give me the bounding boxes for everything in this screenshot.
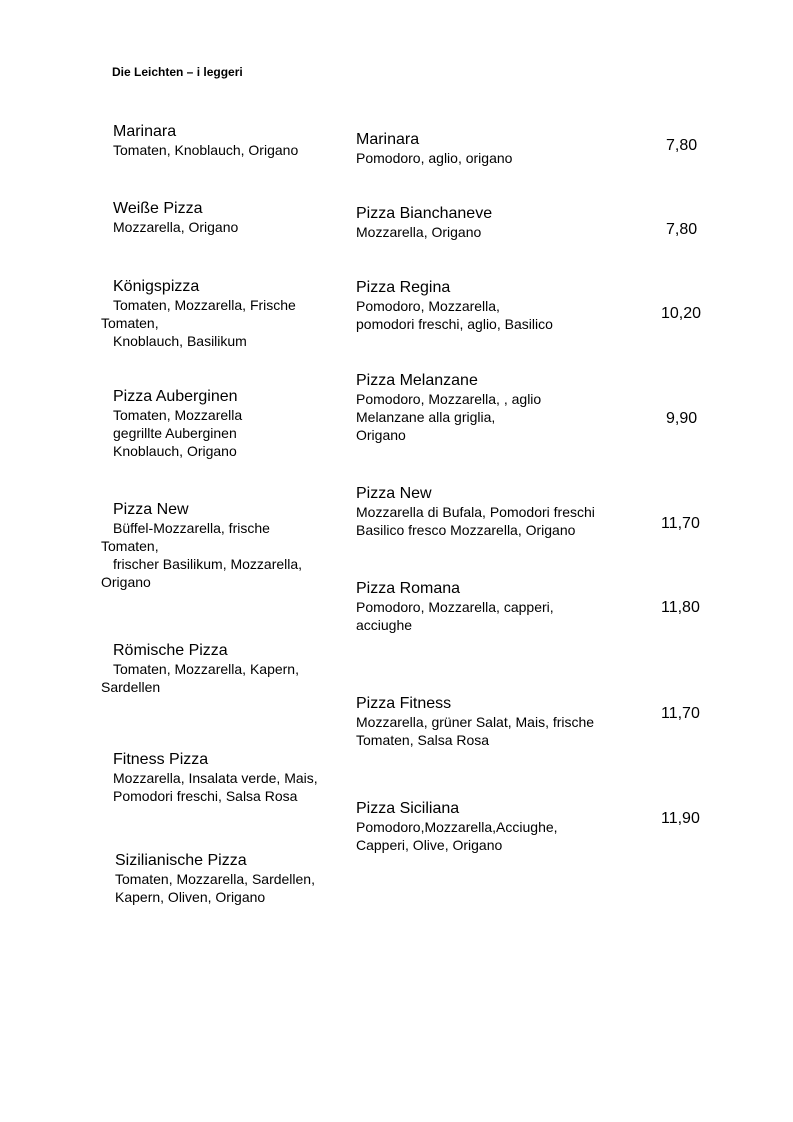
item-ingredients: Tomaten, Salsa Rosa	[356, 732, 490, 748]
item-ingredients: Tomaten,	[101, 538, 159, 554]
item-name: Pizza New	[113, 501, 189, 518]
item-name: Pizza Siciliana	[356, 800, 460, 817]
item-ingredients: Pomodoro, Mozzarella, , aglio	[356, 391, 542, 407]
item-ingredients: Mozzarella, Insalata verde, Mais,	[113, 770, 318, 786]
item-ingredients: Origano	[101, 574, 151, 590]
item-ingredients: Tomaten, Knoblauch, Origano	[113, 142, 299, 158]
item-ingredients: Pomodoro, Mozzarella, capperi,	[356, 599, 554, 615]
item-price: 7,80	[666, 137, 698, 154]
menu-item-de-weisse-pizza	[113, 199, 238, 236]
menu-item-it-siciliana	[356, 799, 558, 854]
item-ingredients: Pomodori freschi, Salsa Rosa	[113, 788, 298, 804]
item-name: Königspizza	[113, 278, 200, 295]
item-name: Marinara	[356, 131, 420, 148]
item-name: Römische Pizza	[113, 642, 228, 659]
item-ingredients: Sardellen	[101, 679, 161, 695]
item-ingredients: Tomaten, Mozzarella	[113, 407, 243, 423]
item-price: 11,70	[661, 705, 700, 722]
page-heading: Die Leichten – i leggeri	[112, 65, 243, 79]
item-ingredients: Knoblauch, Basilikum	[113, 333, 247, 349]
item-ingredients: gegrillte Auberginen	[113, 425, 237, 441]
item-ingredients: Büffel-Mozzarella, frische	[113, 520, 270, 536]
item-price: 11,90	[661, 810, 700, 827]
item-name: Pizza Melanzane	[356, 372, 478, 389]
item-ingredients: Tomaten, Mozzarella, Sardellen,	[115, 871, 315, 887]
item-name: Marinara	[113, 123, 177, 140]
item-ingredients: acciughe	[356, 617, 413, 633]
item-ingredients: pomodori freschi, aglio, Basilico	[356, 316, 553, 332]
item-name: Pizza Regina	[356, 279, 451, 296]
menu-item-de-roemische-pizza	[101, 641, 299, 696]
menu-item-de-fitness-pizza	[113, 750, 318, 805]
item-price: 7,80	[666, 221, 698, 238]
item-name: Fitness Pizza	[113, 751, 209, 768]
item-ingredients: Pomodoro, Mozzarella,	[356, 298, 500, 314]
item-ingredients: Mozzarella, Origano	[356, 224, 482, 240]
item-name: Sizilianische Pizza	[115, 852, 247, 869]
item-ingredients: Mozzarella, Origano	[113, 219, 239, 235]
menu-item-it-melanzane	[356, 371, 541, 444]
item-ingredients: Basilico fresco Mozzarella, Origano	[356, 522, 576, 538]
item-ingredients: Pomodoro, aglio, origano	[356, 150, 513, 166]
item-ingredients: Origano	[356, 427, 406, 443]
item-ingredients: Melanzane alla griglia,	[356, 409, 496, 425]
item-ingredients: Mozzarella, grüner Salat, Mais, frische	[356, 714, 595, 730]
menu-item-it-marinara	[356, 130, 512, 167]
menu-item-de-koenigspizza	[101, 277, 296, 350]
item-ingredients: Tomaten, Mozzarella, Kapern,	[113, 661, 299, 677]
menu-item-it-bianchaneve	[356, 204, 492, 241]
item-ingredients: Pomodoro,Mozzarella,Acciughe,	[356, 819, 558, 835]
item-price: 10,20	[661, 305, 702, 322]
menu-item-de-marinara	[113, 122, 298, 159]
item-ingredients: frischer Basilikum, Mozzarella,	[113, 556, 303, 572]
item-name: Pizza Fitness	[356, 695, 452, 712]
menu-item-it-romana	[356, 579, 554, 634]
item-price: 11,70	[661, 515, 700, 532]
item-name: Weiße Pizza	[113, 200, 203, 217]
item-name: Pizza Romana	[356, 580, 461, 597]
menu-item-de-sizilianische-pizza	[115, 851, 315, 906]
item-ingredients: Kapern, Oliven, Origano	[115, 889, 266, 905]
menu-item-it-regina	[356, 278, 553, 333]
item-ingredients: Tomaten, Mozzarella, Frische	[113, 297, 296, 313]
item-name: Pizza Bianchaneve	[356, 205, 493, 222]
item-name: Pizza New	[356, 485, 432, 502]
item-name: Pizza Auberginen	[113, 388, 238, 405]
menu-item-de-pizza-new	[101, 500, 302, 591]
menu-item-de-pizza-auberginen	[113, 387, 242, 460]
item-price: 11,80	[661, 599, 700, 616]
item-ingredients: Capperi, Olive, Origano	[356, 837, 503, 853]
item-ingredients: Tomaten,	[101, 315, 159, 331]
item-ingredients: Knoblauch, Origano	[113, 443, 237, 459]
menu-item-it-pizza-new	[356, 484, 595, 539]
item-price: 9,90	[666, 410, 698, 427]
item-ingredients: Mozzarella di Bufala, Pomodori freschi	[356, 504, 595, 520]
menu-item-it-fitness	[356, 694, 594, 749]
